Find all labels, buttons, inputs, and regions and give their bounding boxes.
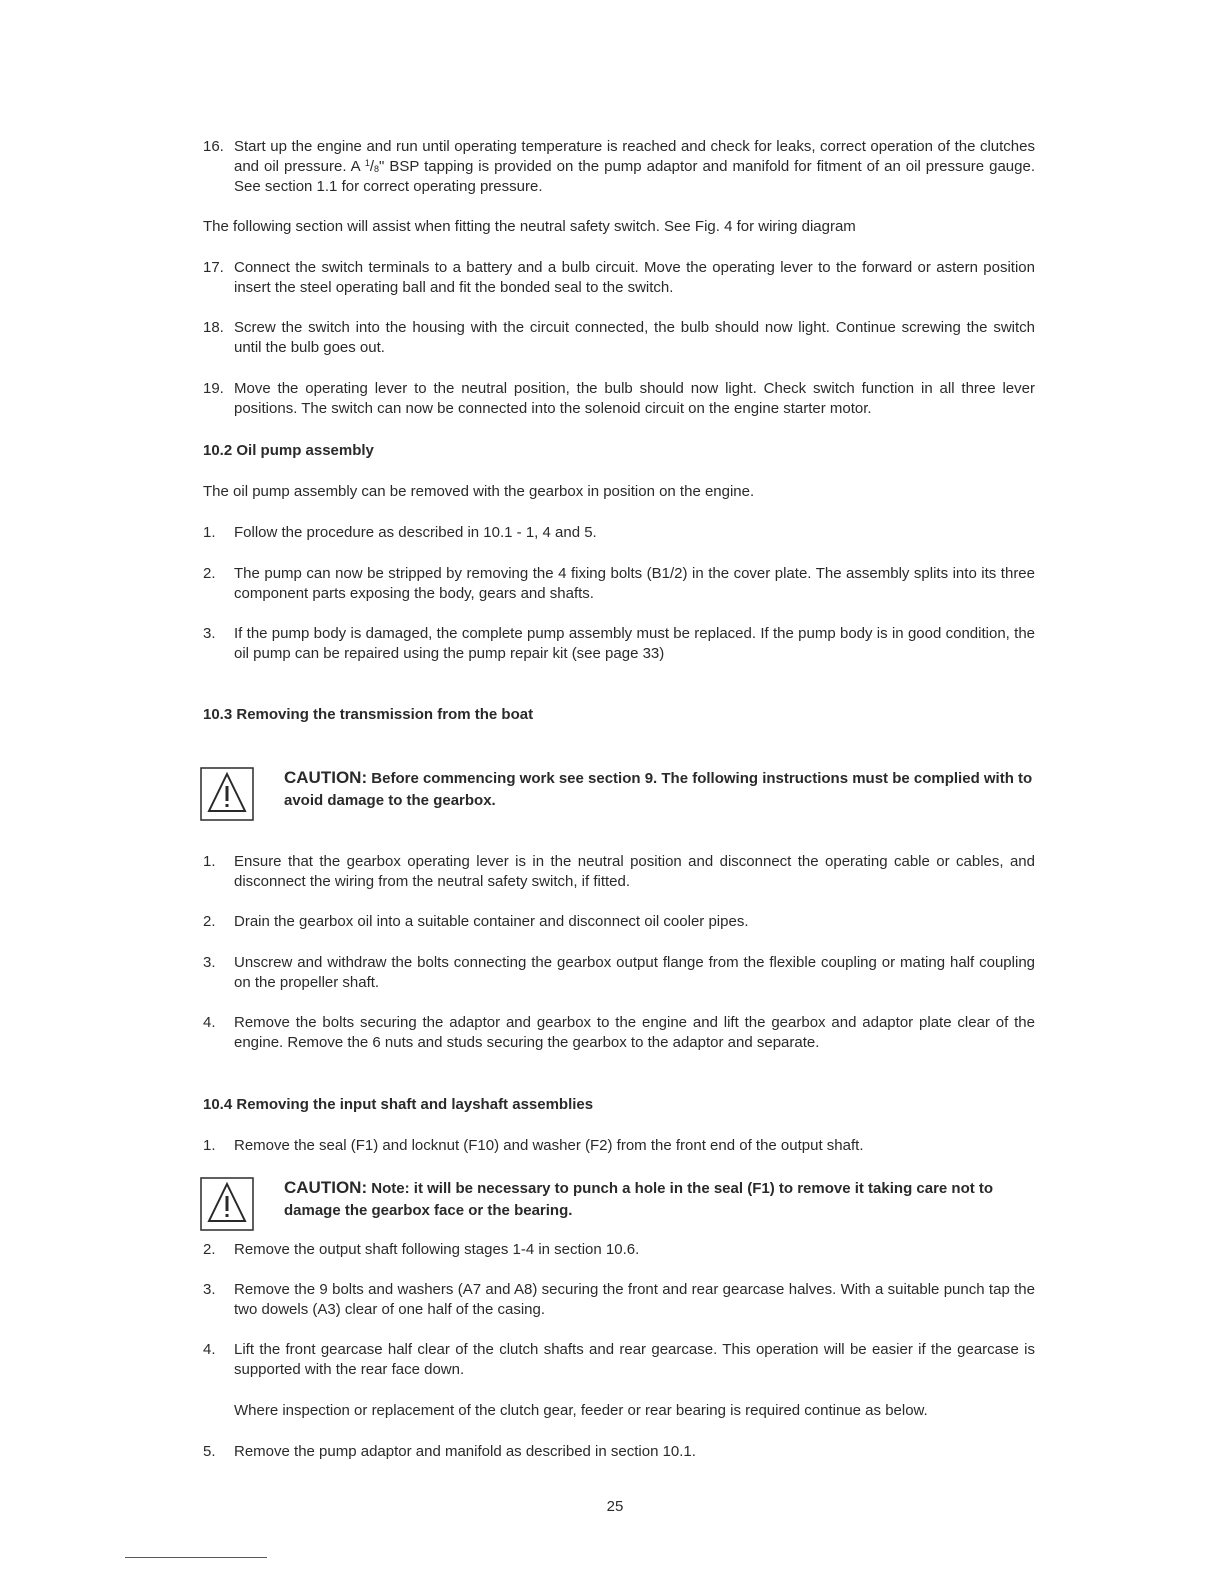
step-text: Remove the output shaft following stages 1-4 in section 10.6. [234, 1241, 640, 1258]
step-text: Unscrew and withdraw the bolts connecting the gearbox output flange from the flexible coupling or mating half coupling on the propeller shaft. [234, 954, 1035, 991]
caution-label: CAUTION: [284, 1178, 368, 1197]
note-text: Where inspection or replacement of the clutch gear, feeder or rear bearing is required continue as below. [234, 1402, 928, 1419]
step-text: Remove the pump adaptor and manifold as described in section 10.1. [234, 1443, 696, 1460]
step-number: 4. [203, 1341, 216, 1358]
step-number: 16. [203, 138, 224, 155]
step-number: 3. [203, 1281, 216, 1298]
step-text: Start up the engine and run until operating temperature is reached and check for leaks, correct operation of the clutches and oil pressure. A $^1/_8$" BSP tapping is provided on the pump adaptor and manifold for fitment of an oil pressure gauge. See section 1.1 for correct operating pressure. [234, 138, 1035, 195]
caution-text: CAUTION: Note: it will be necessary to punch a hole in the seal (F1) to remove it taking care not to damage the gearbox face or the bearing. [284, 1178, 994, 1219]
list-item [203, 1340, 1035, 1380]
step-number: 2. [203, 1241, 216, 1258]
page-number: 25 [606, 1498, 624, 1515]
step-text: Remove the seal (F1) and locknut (F10) and washer (F2) from the front end of the output shaft. [234, 1137, 864, 1154]
list-item [203, 564, 1035, 604]
step-number: 2. [203, 565, 216, 582]
step-text: Remove the bolts securing the adaptor and gearbox to the engine and lift the gearbox and adaptor plate clear of the engine. Remove the 6 nuts and studs securing the gearbox to the adaptor and separate. [234, 1014, 1035, 1051]
caution-label: CAUTION: [284, 768, 368, 787]
step-18 [203, 318, 1035, 358]
step-text: Connect the switch terminals to a battery and a bulb circuit. Move the operating lever to the forward or astern position insert the steel operating ball and fit the bonded seal to the switch. [234, 259, 1035, 296]
step-text: Lift the front gearcase half clear of the clutch shafts and rear gearcase. This operation will be easier if the gearcase is supported with the rear face down. [234, 1341, 1035, 1378]
footer-divider [125, 1557, 267, 1558]
step-number: 1. [203, 524, 216, 541]
step-number: 2. [203, 913, 216, 930]
section-heading-10-2: 10.2 Oil pump assembly [203, 442, 374, 459]
step-text: Remove the 9 bolts and washers (A7 and A8) securing the front and rear gearcase halves. With a suitable punch tap the two dowels (A3) clear of one half of the casing. [234, 1281, 1035, 1318]
caution-box [200, 1177, 1040, 1237]
step-text: Follow the procedure as described in 10.1 - 1, 4 and 5. [234, 524, 597, 541]
step-17 [203, 258, 1035, 298]
step-number: 3. [203, 625, 216, 642]
caution-text: CAUTION: Before commencing work see section 9. The following instructions must be complied with to avoid damage to the gearbox. [284, 768, 1033, 809]
step-number: 19. [203, 380, 224, 397]
list-item [203, 953, 1035, 993]
step-number: 5. [203, 1443, 216, 1460]
list-item [203, 1013, 1035, 1053]
list-item [203, 1240, 1035, 1260]
caution-box [200, 767, 1040, 827]
section-intro: The oil pump assembly can be removed with the gearbox in position on the engine. [203, 483, 755, 500]
warning-triangle-icon [200, 767, 254, 821]
list-item [203, 1442, 1035, 1462]
list-item [203, 852, 1035, 892]
step-16 [203, 137, 1035, 197]
step-text: Screw the switch into the housing with the circuit connected, the bulb should now light. Continue screwing the switch until the bulb goes out. [234, 319, 1035, 356]
warning-triangle-icon [200, 1177, 254, 1231]
list-item [203, 1280, 1035, 1320]
step-number: 3. [203, 954, 216, 971]
step-note [203, 1401, 1035, 1421]
list-item [203, 523, 1035, 543]
step-text: Drain the gearbox oil into a suitable container and disconnect oil cooler pipes. [234, 913, 749, 930]
list-item [203, 624, 1035, 664]
step-19 [203, 379, 1035, 419]
list-item [203, 912, 1035, 932]
switch-intro: The following section will assist when fitting the neutral safety switch. See Fig. 4 for wiring diagram [203, 218, 856, 235]
step-number: 1. [203, 853, 216, 870]
step-number: 17. [203, 259, 224, 276]
list-item [203, 1136, 1035, 1156]
step-text: Move the operating lever to the neutral position, the bulb should now light. Check switch function in all three lever positions. The switch can now be connected into the solenoid circuit on the engine starter motor. [234, 380, 1035, 417]
step-number: 18. [203, 319, 224, 336]
step-text: The pump can now be stripped by removing the 4 fixing bolts (B1/2) in the cover plate. The assembly splits into its three component parts exposing the body, gears and shafts. [234, 565, 1035, 602]
step-text: Ensure that the gearbox operating lever is in the neutral position and disconnect the operating cable or cables, and disconnect the wiring from the neutral safety switch, if fitted. [234, 853, 1035, 890]
section-heading-10-3: 10.3 Removing the transmission from the boat [203, 706, 534, 723]
step-number: 4. [203, 1014, 216, 1031]
step-number: 1. [203, 1137, 216, 1154]
section-heading-10-4: 10.4 Removing the input shaft and layshaft assemblies [203, 1096, 594, 1113]
step-text: If the pump body is damaged, the complete pump assembly must be replaced. If the pump body is in good condition, the oil pump can be repaired using the pump repair kit (see page 33) [234, 625, 1035, 662]
